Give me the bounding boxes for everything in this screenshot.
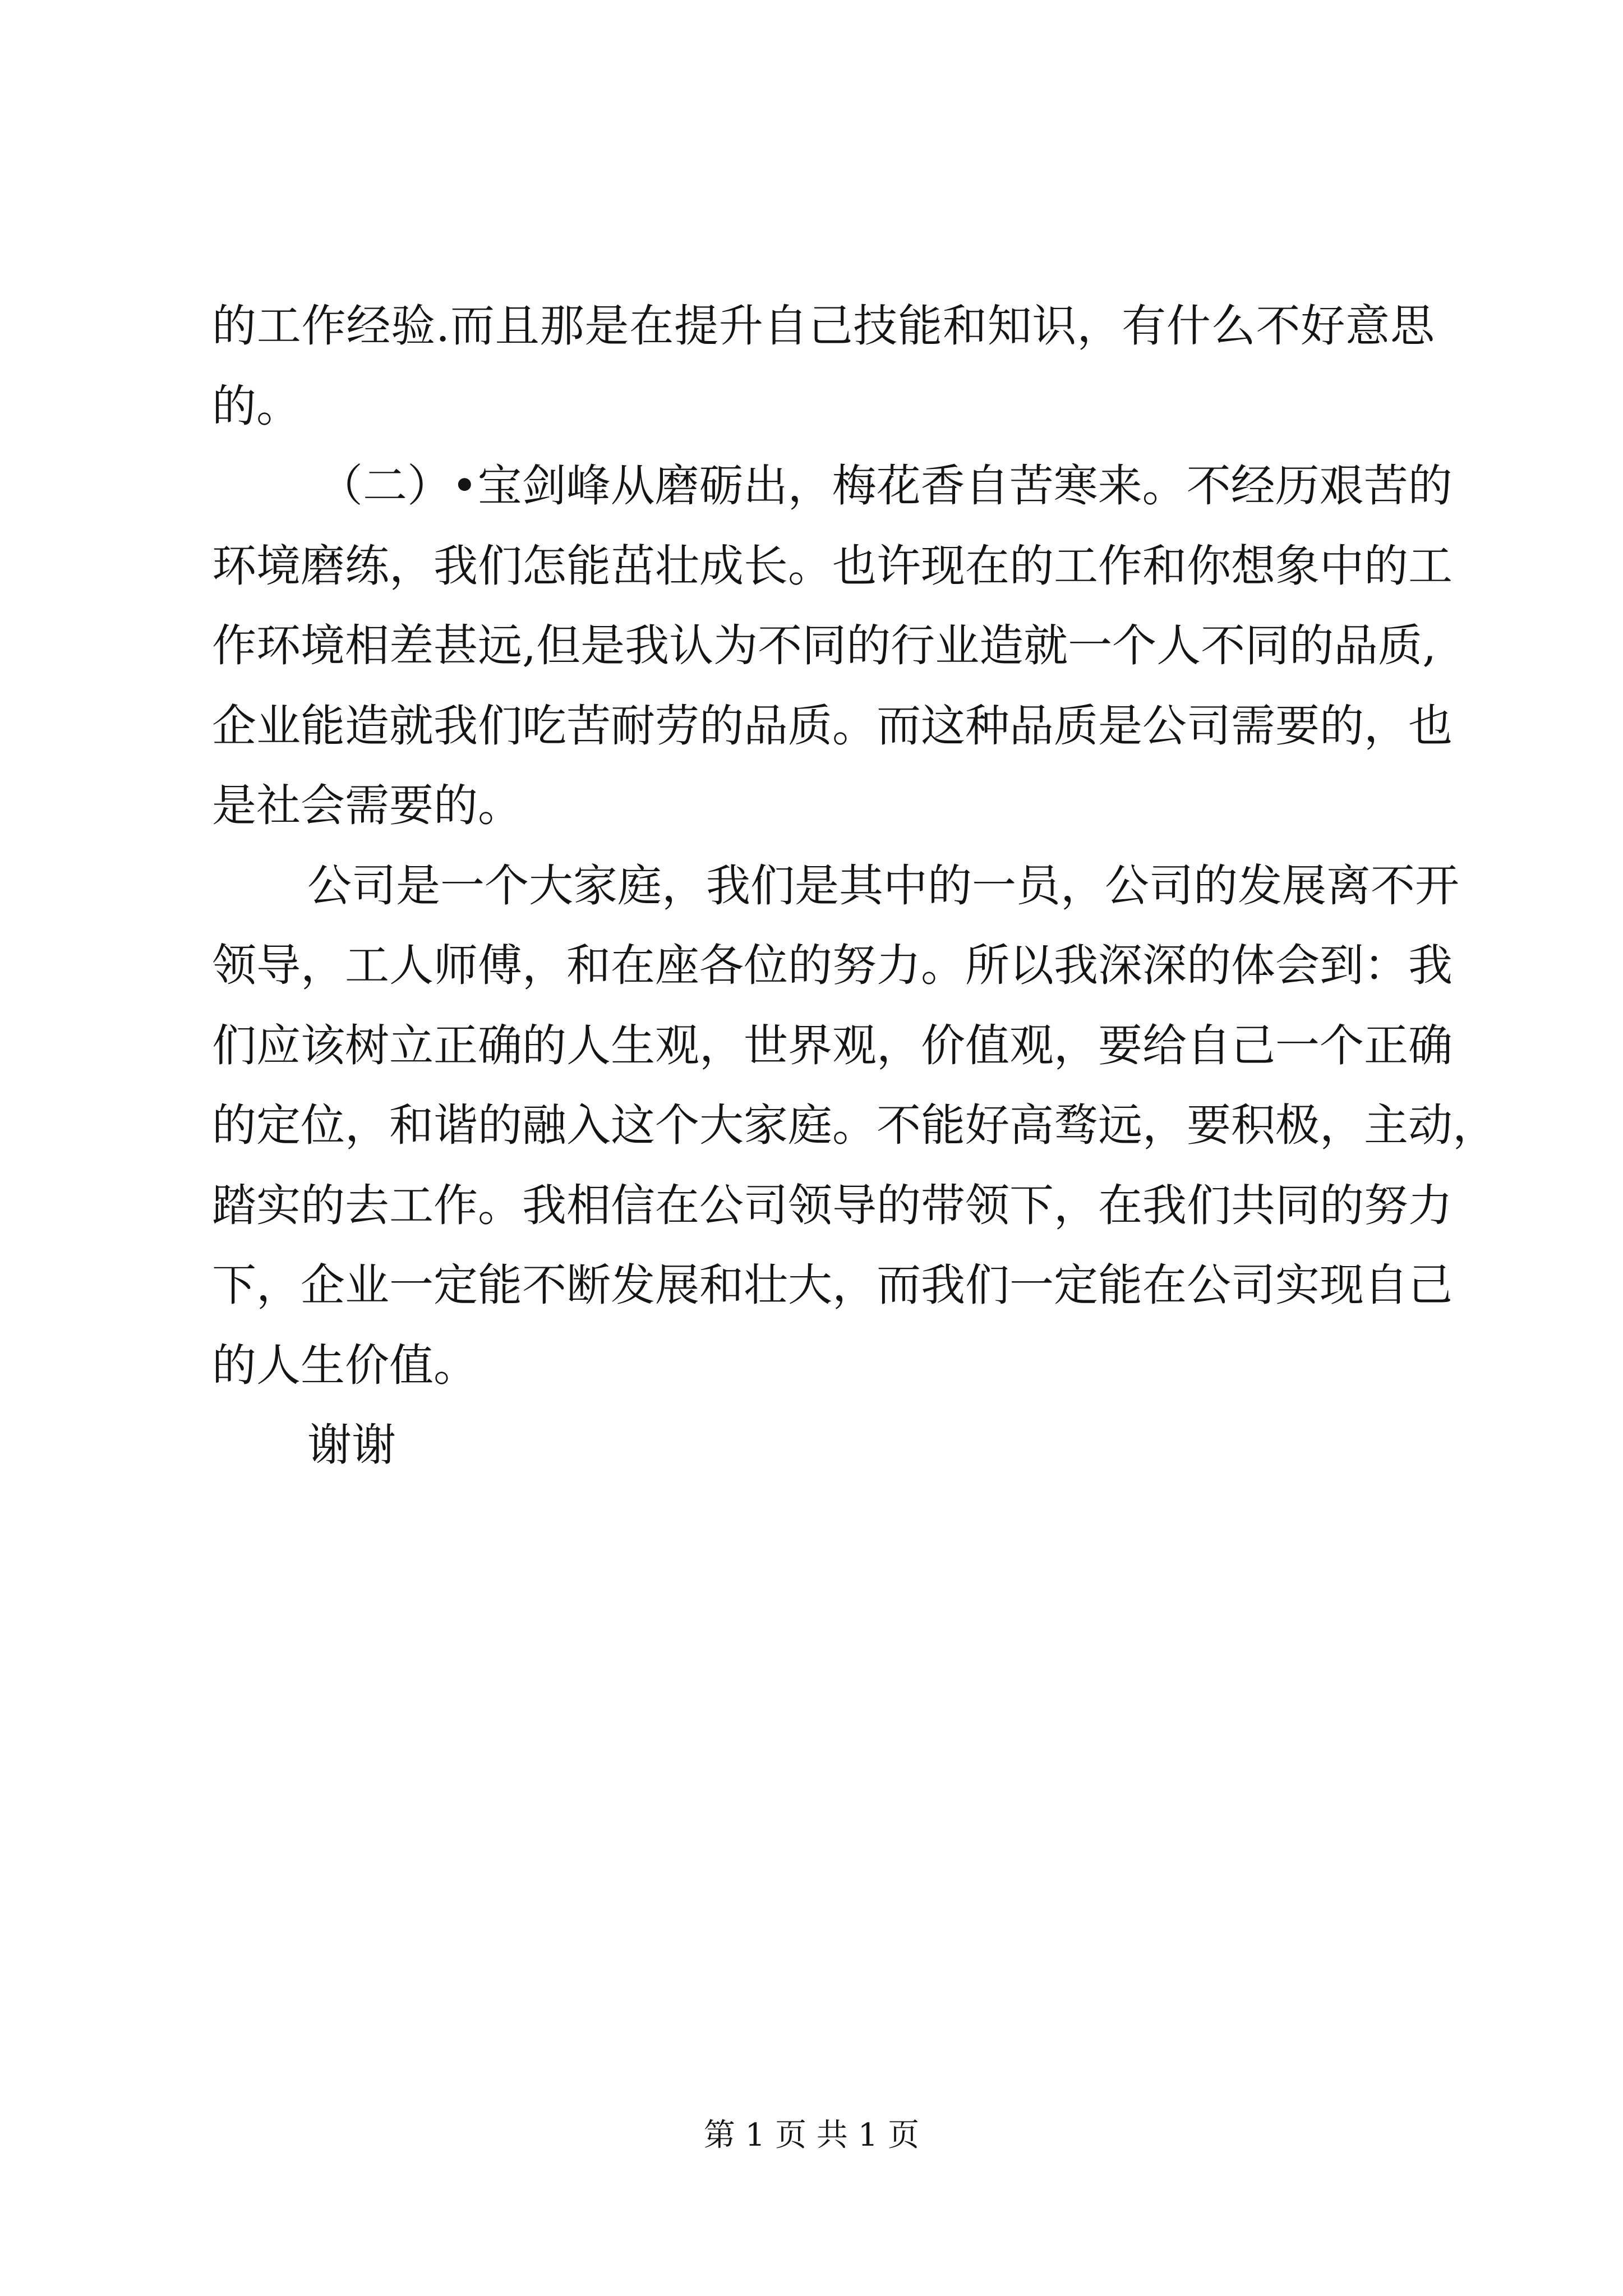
page-footer: 第 1 页 共 1 页: [703, 2117, 920, 2154]
text-line: 们应该树立正确的人生观，世界观，价值观，要给自己一个正确: [212, 1019, 1453, 1071]
text-line: 企业能造就我们吃苦耐劳的品质。而这种品质是公司需要的，也: [212, 700, 1453, 752]
text-line: 下，企业一定能不断发展和壮大，而我们一定能在公司实现自己: [212, 1259, 1453, 1311]
text-line: 领导，工人师傅，和在座各位的努力。所以我深深的体会到：我: [212, 940, 1453, 991]
text-line: 公司是一个大家庭，我们是其中的一员，公司的发展离不开: [307, 859, 1459, 912]
text-line: 的工作经验.而且那是在提升自己技能和知识，有什么不好意思: [212, 300, 1435, 352]
text-line: 的。: [212, 380, 301, 432]
text-line: （二）•宝剑峰从磨砺出，梅花香自苦寒来。不经历艰苦的: [319, 460, 1453, 512]
text-line: 踏实的去工作。我相信在公司领导的带领下，在我们共同的努力: [212, 1179, 1453, 1231]
text-line: 环境磨练，我们怎能茁壮成长。也许现在的工作和你想象中的工: [212, 540, 1453, 592]
text-line: 谢谢: [307, 1419, 396, 1471]
text-line: 的定位，和谐的融入这个大家庭。不能好高骛远，要积极，主动，: [212, 1099, 1497, 1151]
document-body: [212, 286, 1497, 1485]
text-line: 的人生价值。: [212, 1339, 478, 1391]
text-line: 是社会需要的。: [212, 780, 522, 831]
text-line: 作环境相差甚远,但是我认为不同的行业造就一个人不同的品质,: [212, 620, 1437, 671]
